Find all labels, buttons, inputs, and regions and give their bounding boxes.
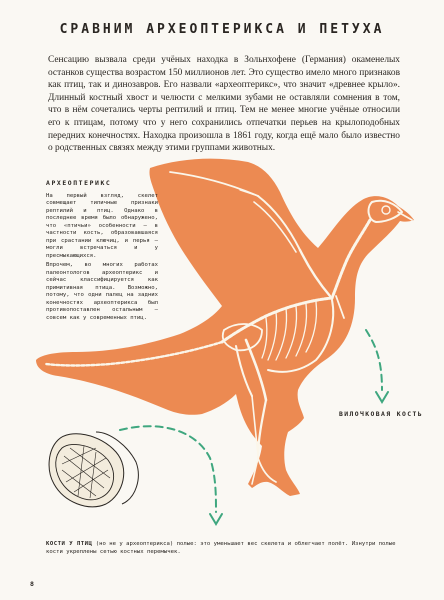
sidebar-heading: АРХЕОПТЕРИКС (46, 179, 112, 187)
wishbone-label: ВИЛОЧКОВАЯ КОСТЬ (339, 410, 423, 418)
arrow-head-bone (210, 514, 222, 524)
intro-paragraph: Сенсацию вызвала среди учёных находка в Зольнхофене (Германия) окаменелых останков существа возрастом 150 миллионов лет. Это существо имело много признаков как птиц, так и динозавров. Его назвали «археоптерикс», что значит «древнее крыло». Длинный костный хвост и челюсти с мелкими зубами не оставляли сомнения в том, что в нём сочетались черты рептилий и птиц. Тем не менее многие учёные относили его к птицам, потому что у него сохранились отпечатки перьев на крылоподобных передних конечностях. Находка произошла в 1861 году, когда ещё мало было известно о родственных связях между этими группами животных. (48, 55, 400, 154)
caption-bold: КОСТИ У ПТИЦ (46, 541, 93, 547)
bone-caption (46, 540, 396, 556)
archaeopteryx-sidebar (46, 180, 158, 324)
hollow-bone-icon (49, 432, 138, 507)
caption-text: (но не у археоптерикса) полые: это уменьшает вес скелета и облегчает полёт. Изнутри полые кости укреплены сетью костных перемычек. (46, 541, 396, 555)
arrow-to-bone (120, 426, 216, 512)
page-number: 8 (30, 580, 34, 588)
sidebar-paragraph-1: На первый взгляд, скелет совмещает типичные признаки рептилий и птиц. Однако в последнее время было обнаружено, что «птичьи» особенности — в частности кость, образовавшаяся при срастании ключиц, и перья — могли встречаться и у пресмыкающихся. (46, 192, 158, 259)
page-title: СРАВНИМ АРХЕОПТЕРИКСА И ПЕТУХА (59, 22, 385, 37)
arrow-head-wishbone (376, 392, 388, 402)
sidebar-paragraph-2: Впрочем, во многих работах палеонтологов археоптерикс и сейчас классифицируется как примитивная птица. Возможно, потому, что одни палец на задних конечностях археоптерикса был противопоставлен остальным — совсем как у современных птиц. (46, 262, 158, 321)
arrow-to-wishbone (366, 330, 382, 390)
